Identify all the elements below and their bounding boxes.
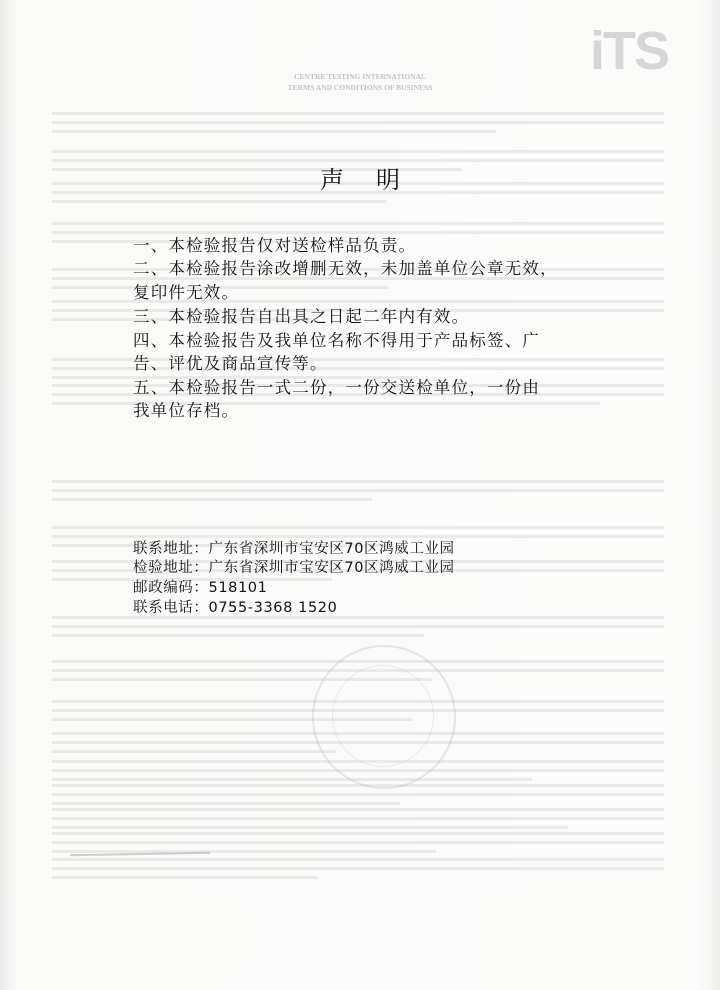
watermark-text-line bbox=[52, 826, 568, 829]
watermark-text-line bbox=[52, 634, 424, 637]
watermark-text-line bbox=[52, 876, 318, 879]
watermark-text-line bbox=[52, 222, 664, 225]
watermark-text-line bbox=[52, 808, 664, 811]
contact-address-label: 联系地址： bbox=[133, 541, 209, 557]
postcode-label: 邮政编码： bbox=[133, 580, 209, 596]
phone-label: 联系电话： bbox=[133, 600, 209, 616]
watermark-text-line bbox=[52, 231, 664, 234]
phone-row bbox=[133, 599, 337, 617]
watermark-text-line bbox=[52, 535, 664, 538]
watermark-text-line bbox=[52, 130, 496, 133]
contact-address-value: 广东省深圳市宝安区70区鸿威工业园 bbox=[208, 541, 455, 557]
watermark-text-line bbox=[52, 817, 664, 820]
watermark-text-line bbox=[52, 480, 664, 483]
inspection-address-value: 广东省深圳市宝安区70区鸿威工业园 bbox=[208, 560, 455, 576]
watermark-text-line bbox=[52, 200, 386, 203]
statement-line-1: 一、本检验报告仅对送检样品负责。 bbox=[133, 236, 417, 255]
cti-logo-watermark: iTS bbox=[590, 21, 669, 81]
watermark-heading-2: TERMS AND CONDITIONS OF BUSINESS bbox=[287, 83, 433, 92]
inspection-address-label: 检验地址： bbox=[133, 560, 209, 576]
statement-line-3: 复印件无效。 bbox=[133, 283, 240, 302]
inspection-address-row bbox=[133, 559, 455, 577]
watermark-heading-1: CENTRE TESTING INTERNATIONAL bbox=[294, 72, 426, 81]
statement-line-6: 告、评优及商品宣传等。 bbox=[133, 354, 328, 373]
watermark-text-line bbox=[52, 121, 664, 124]
watermark-text-line bbox=[52, 112, 664, 115]
statement-line-5: 四、本检验报告及我单位名称不得用于产品标签、广 bbox=[133, 331, 541, 350]
watermark-text-line bbox=[52, 867, 664, 870]
page-title: 声明 bbox=[320, 166, 432, 194]
watermark-text-line bbox=[52, 832, 664, 835]
faint-seal-watermark bbox=[312, 645, 456, 789]
watermark-text-line bbox=[52, 802, 400, 805]
watermark-text-line bbox=[52, 498, 372, 501]
phone-value: 0755-3368 1520 bbox=[208, 600, 338, 616]
postcode-value: 518101 bbox=[208, 580, 268, 596]
statement-line-7: 五、本检验报告一式二份，一份交送检单位，一份由 bbox=[133, 378, 541, 397]
postcode-row bbox=[133, 579, 267, 597]
statement-line-4: 三、本检验报告自出具之日起二年内有效。 bbox=[133, 307, 470, 326]
watermark-text-line bbox=[52, 778, 532, 781]
watermark-text-line bbox=[52, 150, 664, 153]
contact-address-row bbox=[133, 540, 455, 558]
watermark-text-line bbox=[52, 625, 664, 628]
pen-mark bbox=[70, 842, 210, 856]
watermark-text-line bbox=[52, 489, 664, 492]
watermark-text-line bbox=[52, 793, 664, 796]
statement-line-8: 我单位存档。 bbox=[133, 401, 240, 420]
watermark-terms-text bbox=[52, 0, 672, 990]
watermark-text-line bbox=[52, 526, 664, 529]
statement-line-2: 二、本检验报告涂改增删无效，未加盖单位公章无效， bbox=[133, 259, 558, 278]
watermark-text-line bbox=[52, 750, 336, 753]
watermark-text-line bbox=[52, 858, 664, 861]
